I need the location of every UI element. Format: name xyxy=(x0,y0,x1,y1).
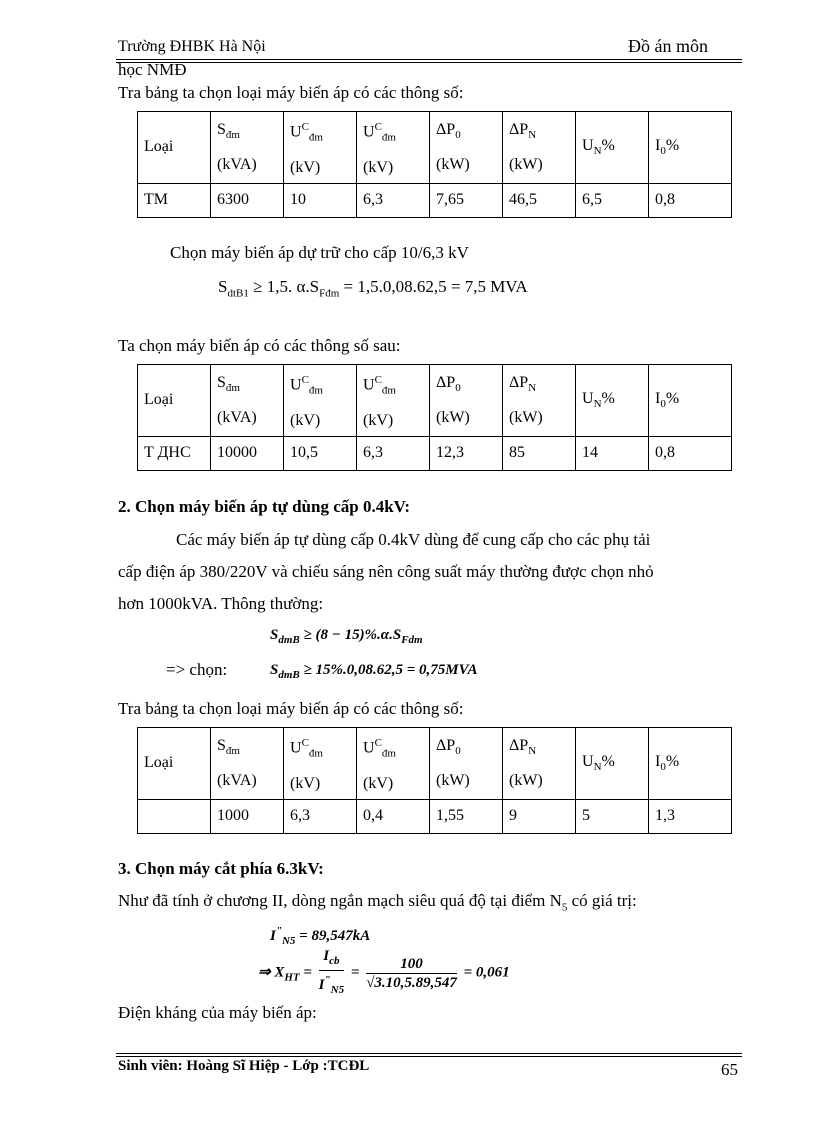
section-2-equation-2: $S_{dmB} \ge 15\%.0,08.62,5 = 0,75MVA$ xyxy=(270,662,478,681)
section-2-line-3: hơn 1000kVA. Thông thường: xyxy=(118,594,324,613)
th-pn: $\Delta P_N$ (kW) xyxy=(503,365,576,437)
table-cell: 6300 xyxy=(211,183,284,217)
th-i0: $I_0\%$ xyxy=(649,112,732,184)
table-cell: 10,5 xyxy=(284,436,357,470)
table-cell: 6,3 xyxy=(357,183,430,217)
table-cell: 6,3 xyxy=(284,799,357,833)
section-2-line-1: Các máy biến áp tự dùng cấp 0.4kV dùng để cung cấp cho các phụ tải xyxy=(176,530,651,549)
th-p0: $\Delta P_0$ (kW) xyxy=(430,728,503,800)
table-cell: 0,4 xyxy=(357,799,430,833)
table-cell: 14 xyxy=(576,436,649,470)
th-un: $U_N\%$ xyxy=(576,365,649,437)
th-uc1: $U^C_{đm}$ (kV) xyxy=(284,365,357,437)
section-3-line-2: Điện kháng của máy biến áp: xyxy=(118,1003,317,1022)
th-i0: $I_0\%$ xyxy=(649,728,732,800)
section-2-line-2: cấp điện áp 380/220V và chiếu sáng nên công suất máy thường được chọn nhỏ xyxy=(118,562,654,581)
table-cell: 1,3 xyxy=(649,799,732,833)
header-rule xyxy=(116,59,742,60)
table-cell: 0,8 xyxy=(649,436,732,470)
spec-table-1 xyxy=(137,111,732,218)
footer-rule-2 xyxy=(116,1056,742,1057)
footer-rule xyxy=(116,1053,742,1054)
th-s: $S_{đm}$ (kVA) xyxy=(211,365,284,437)
table-cell: 1,55 xyxy=(430,799,503,833)
section-2-equation-1: $S_{dmB} \ge (8 - 15)\%.\alpha.S_{Fdm}$ xyxy=(270,627,423,646)
intro-text-1: Tra bảng ta chọn loại máy biến áp có các thông số: xyxy=(118,83,464,102)
table-cell: TM xyxy=(138,183,211,217)
spec-table-2 xyxy=(137,364,732,471)
intro-text-3: Tra bảng ta chọn loại máy biến áp có các thông số: xyxy=(118,699,464,718)
table-cell: 85 xyxy=(503,436,576,470)
th-pn: $\Delta P_N$ (kW) xyxy=(503,112,576,184)
section-2-title: 2. Chọn máy biến áp tự dùng cấp 0.4kV: xyxy=(118,497,411,516)
section-3-equation-2: ⇒ $X_{HT}$ = $\frac{I_{cb}}{I^"_{N5}}$ = $\frac{100}{√3.10,5.89,547}$ = 0,061 xyxy=(258,948,510,996)
th-uc1: $U^C_{đm}$ (kV) xyxy=(284,728,357,800)
th-uc2: $U^C_{đm}$ (kV) xyxy=(357,365,430,437)
table-cell: 10 xyxy=(284,183,357,217)
table-cell xyxy=(138,799,211,833)
table-cell: T ДHC xyxy=(138,436,211,470)
header-course: Đồ án môn xyxy=(628,36,708,56)
table-cell: 12,3 xyxy=(430,436,503,470)
table-cell: 6,3 xyxy=(357,436,430,470)
th-pn: $\Delta P_N$ (kW) xyxy=(503,728,576,800)
th-loai: Loại xyxy=(138,112,211,184)
spec-table-3 xyxy=(137,727,732,834)
header-course-cont: học NMĐ xyxy=(118,60,187,79)
table-cell: 6,5 xyxy=(576,183,649,217)
header-rule-2 xyxy=(116,62,742,63)
th-p0: $\Delta P_0$ (kW) xyxy=(430,365,503,437)
section-3-equation-1: $I^"_{N5} = 89,547kA$ xyxy=(270,925,371,947)
reserve-equation: $S_{dtB1} \ge 1,5$. $\alpha.S_{Fđm} = 1,5.0,08.62,5 = 7,5$ MVA xyxy=(218,277,528,300)
footer-student: Sinh viên: Hoàng Sĩ Hiệp - Lớp :TCĐL xyxy=(118,1058,370,1074)
table-cell: 5 xyxy=(576,799,649,833)
section-3-line-1: Như đã tính ở chương II, dòng ngắn mạch siêu quá độ tại điểm $N_5$ có giá trị: xyxy=(118,891,637,914)
th-s: $S_{đm}$ (kVA) xyxy=(211,112,284,184)
th-uc2: $U^C_{đm}$ (kV) xyxy=(357,728,430,800)
th-loai: Loại xyxy=(138,728,211,800)
section-3-title: 3. Chọn máy cắt phía 6.3kV: xyxy=(118,859,324,878)
table-cell: 0,8 xyxy=(649,183,732,217)
table-cell: 9 xyxy=(503,799,576,833)
th-un: $U_N\%$ xyxy=(576,112,649,184)
page-number: 65 xyxy=(721,1060,738,1079)
th-uc1: $U^C_{đm}$ (kV) xyxy=(284,112,357,184)
table-cell: 1000 xyxy=(211,799,284,833)
intro-text-2: Ta chọn máy biến áp có các thông số sau: xyxy=(118,336,401,355)
chon-label: => chọn: xyxy=(166,660,228,679)
table-cell: 7,65 xyxy=(430,183,503,217)
table-cell: 46,5 xyxy=(503,183,576,217)
th-s: $S_{đm}$ (kVA) xyxy=(211,728,284,800)
header-school: Trường ĐHBK Hà Nội xyxy=(118,38,266,55)
th-loai: Loại xyxy=(138,365,211,437)
th-un: $U_N\%$ xyxy=(576,728,649,800)
reserve-text: Chọn máy biến áp dự trữ cho cấp 10/6,3 kV xyxy=(170,243,469,262)
table-cell: 10000 xyxy=(211,436,284,470)
th-i0: $I_0\%$ xyxy=(649,365,732,437)
th-p0: $\Delta P_0$ (kW) xyxy=(430,112,503,184)
th-uc2: $U^C_{đm}$ (kV) xyxy=(357,112,430,184)
